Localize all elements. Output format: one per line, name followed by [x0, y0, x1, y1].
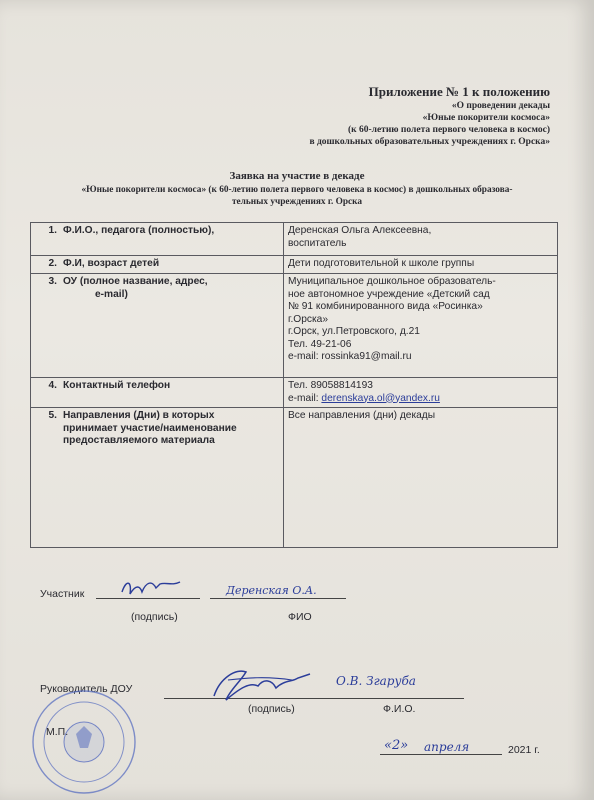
- appendix-line-3: «Юные покорители космоса»: [422, 113, 550, 123]
- participant-signature-icon: [116, 574, 186, 602]
- participant-handwritten-name: Деренская О.А.: [226, 584, 317, 597]
- head-signature-icon: [206, 660, 316, 708]
- row-value: Дети подготовительной к школе группы: [284, 256, 558, 274]
- head-label: Руководитель ДОУ: [40, 683, 133, 695]
- appendix-line-2: «О проведении декады: [451, 101, 550, 111]
- appendix-line-5: в дошкольных образовательных учреждениях г. Орска»: [309, 137, 550, 147]
- mp-label: М.П.: [46, 726, 69, 738]
- date-year: 2021 г.: [508, 744, 540, 756]
- application-form-table: [30, 222, 558, 548]
- table-row: [31, 378, 558, 408]
- row-value: Все направления (дни) декады: [284, 408, 558, 548]
- application-subtitle-2: тельных учреждениях г. Орска: [231, 197, 363, 207]
- application-title: Заявка на участие в декаде: [229, 170, 365, 182]
- appendix-title: Приложение № 1 к положению: [368, 84, 550, 99]
- row-value: Деренская Ольга Алексеевна, воспитатель: [284, 223, 558, 256]
- signature-caption-2: (подпись): [248, 703, 295, 715]
- application-subtitle-1: «Юные покорители космоса» (к 60-летию полета первого человека в космос) в дошкольных образова-: [81, 185, 513, 195]
- row-label: 2. Ф.И, возраст детей: [31, 256, 284, 274]
- row-value: Муниципальное дошкольное образователь- ное автономное учреждение «Детский сад № 91 комбинированного вида «Росинка» г.Орска» г.Орск, ул.Петровского, д.21 Тел. 49-21-06 e-mail: rossinka91@mail.ru: [284, 274, 558, 378]
- head-handwritten-name: О.В. Згаруба: [336, 674, 416, 688]
- fio-caption: ФИО: [288, 611, 312, 623]
- participant-name-line: [210, 598, 346, 599]
- table-row: [31, 223, 558, 256]
- signature-caption: (подпись): [131, 611, 178, 623]
- email-link[interactable]: derenskaya.ol@yandex.ru: [321, 392, 440, 404]
- table-row: [31, 408, 558, 548]
- row-value: Тел. 89058814193 e-mail: derenskaya.ol@yandex.ru: [284, 378, 558, 408]
- date-day: «2»: [384, 738, 409, 753]
- row-label: 3. ОУ (полное название, адрес, e-mail): [31, 274, 284, 378]
- table-row: [31, 256, 558, 274]
- appendix-line-4: (к 60-летию полета первого человека в космос): [347, 125, 550, 135]
- fio-caption-2: Ф.И.О.: [383, 703, 416, 715]
- participant-label: Участник: [40, 588, 85, 600]
- row-label: 5. Направления (Дни) в которых принимает участие/наименование предоставляемого материала: [31, 408, 284, 548]
- date-month: апреля: [424, 740, 470, 754]
- row-label: 4. Контактный телефон: [31, 378, 284, 408]
- table-row: [31, 274, 558, 378]
- seal-stamp-icon: [30, 688, 138, 796]
- date-line: [380, 754, 502, 755]
- row-label: 1. Ф.И.О., педагога (полностью),: [31, 223, 284, 256]
